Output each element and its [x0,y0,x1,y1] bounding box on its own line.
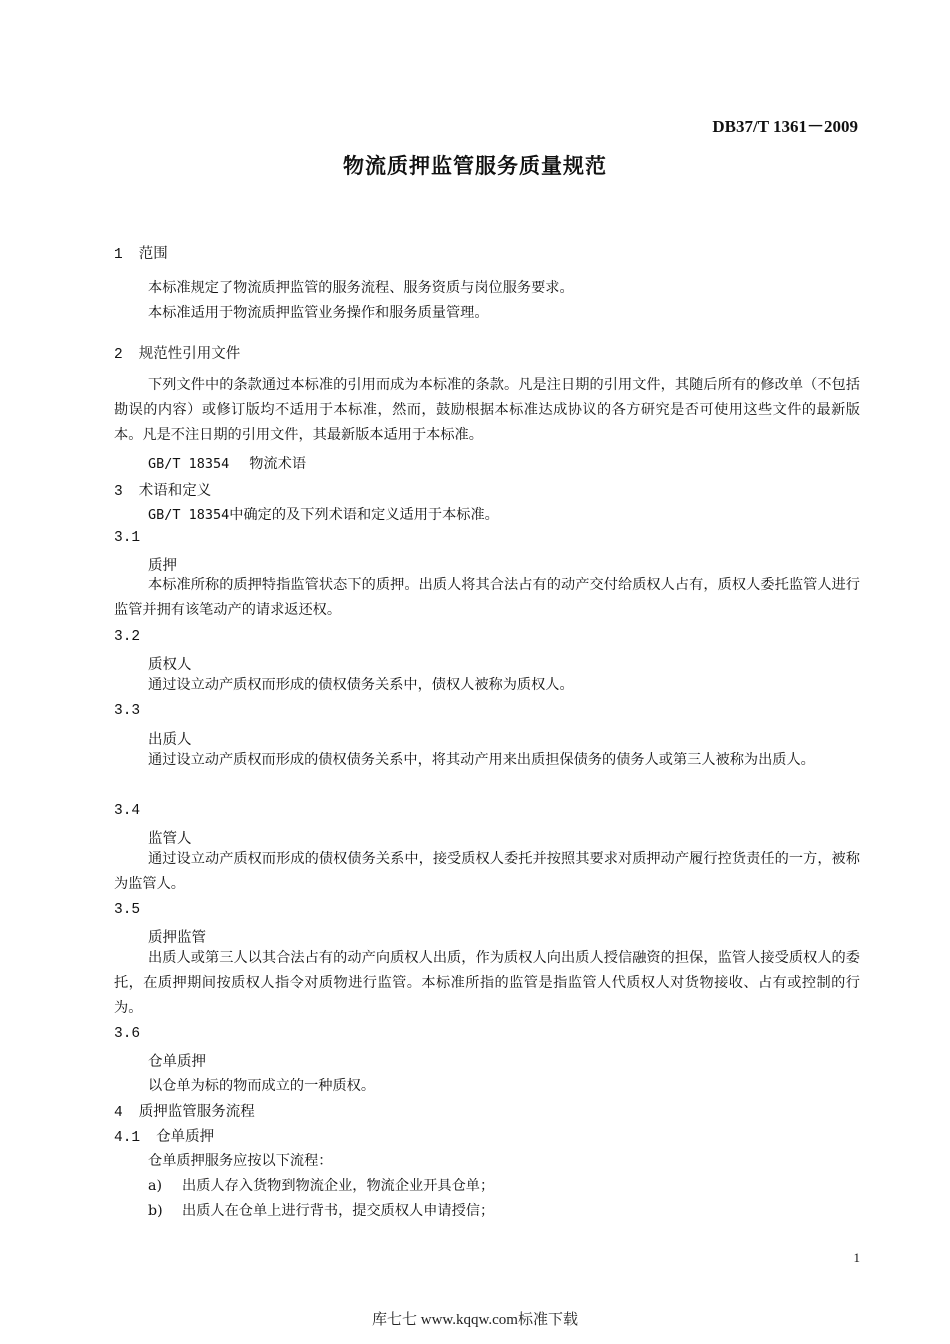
list-marker: a) [148,1178,162,1194]
term: 质权人 [148,657,192,673]
paragraph: 本标准适用于物流质押监管业务操作和服务质量管理。 [148,305,489,321]
reference-code: GB/T 18354 [148,456,230,472]
section-3-heading [114,479,211,500]
list-text: 出质人存入货物到物流企业，物流企业开具仓单； [182,1178,495,1194]
term: 出质人 [148,732,192,748]
subsection-4-1-heading [114,1125,214,1146]
standard-code: DB37/T 1361－2009 [712,117,858,136]
page-number: 1 [853,1250,860,1265]
definition: 出质人或第三人以其合法占有的动产向质权人出质，作为质权人向出质人授信融资的担保，监管人接受质权人的委托，在质押期间按质权人指令对质物进行监管。本标准所指的监管是指监管人代质权人对货物接收、占有或控制的行为。 [114,950,860,1016]
term: 监管人 [148,831,192,847]
term: 质押 [148,558,177,574]
section-title: 规范性引用文件 [138,346,241,362]
definition: 通过设立动产质权而形成的债权债务关系中，债权人被称为质权人。 [148,677,574,693]
document-title: 物流质押监管服务质量规范 [343,154,607,178]
list-item [148,1200,494,1220]
subsection-title: 仓单质押 [156,1129,215,1145]
section-number: 2 [114,347,123,363]
section-1-heading [114,242,168,263]
reference-title: 物流术语 [249,456,307,472]
clause-number: 3.4 [114,803,141,819]
paragraph [148,504,499,524]
clause-number: 3.2 [114,629,141,645]
definition: 通过设立动产质权而形成的债权债务关系中，将其动产用来出质担保债务的债务人或第三人被称为出质人。 [148,752,815,768]
clause-number: 3.1 [114,530,141,546]
section-number: 1 [114,247,123,263]
clause-number: 3.5 [114,902,141,918]
subsection-number: 4.1 [114,1130,141,1146]
definition: 本标准所称的质押特指监管状态下的质押。出质人将其合法占有的动产交付给质权人占有，质权人委托监管人进行监管并拥有该笔动产的请求返还权。 [114,577,860,618]
section-title: 术语和定义 [138,483,212,499]
list-marker: b) [148,1203,163,1219]
section-number: 4 [114,1105,123,1121]
section-title: 质押监管服务流程 [138,1104,255,1120]
list-text: 出质人在仓单上进行背书，提交质权人申请授信； [182,1203,495,1219]
clause-number: 3.6 [114,1026,141,1042]
normative-reference [148,453,306,473]
paragraph: 下列文件中的条款通过本标准的引用而成为本标准的条款。凡是注日期的引用文件，其随后所有的修改单（不包括勘误的内容）或修订版均不适用于本标准，然而，鼓励根据本标准达成协议的各方研究是否可使用这些文件的最新版本。凡是不注日期的引用文件，其最新版本适用于本标准。 [114,377,860,443]
term: 质押监管 [148,930,206,946]
term: 仓单质押 [148,1054,206,1070]
paragraph: 本标准规定了物流质押监管的服务流程、服务资质与岗位服务要求。 [148,280,574,296]
clause-number: 3.3 [114,703,141,719]
definition: 通过设立动产质权而形成的债权债务关系中，接受质权人委托并按照其要求对质押动产履行控货责任的一方，被称为监管人。 [114,851,860,892]
reference-code: GB/T 18354 [148,507,230,523]
section-4-heading [114,1100,255,1121]
section-2-heading [114,342,240,363]
paragraph: 仓单质押服务应按以下流程： [148,1153,333,1169]
list-item [148,1175,494,1195]
section-number: 3 [114,484,123,500]
intro-text: 中确定的及下列术语和定义适用于本标准。 [229,507,499,523]
section-title: 范围 [138,246,168,262]
footer-watermark: 库七七 www.kqqw.com标准下载 [372,1312,578,1328]
definition: 以仓单为标的物而成立的一种质权。 [148,1078,376,1094]
